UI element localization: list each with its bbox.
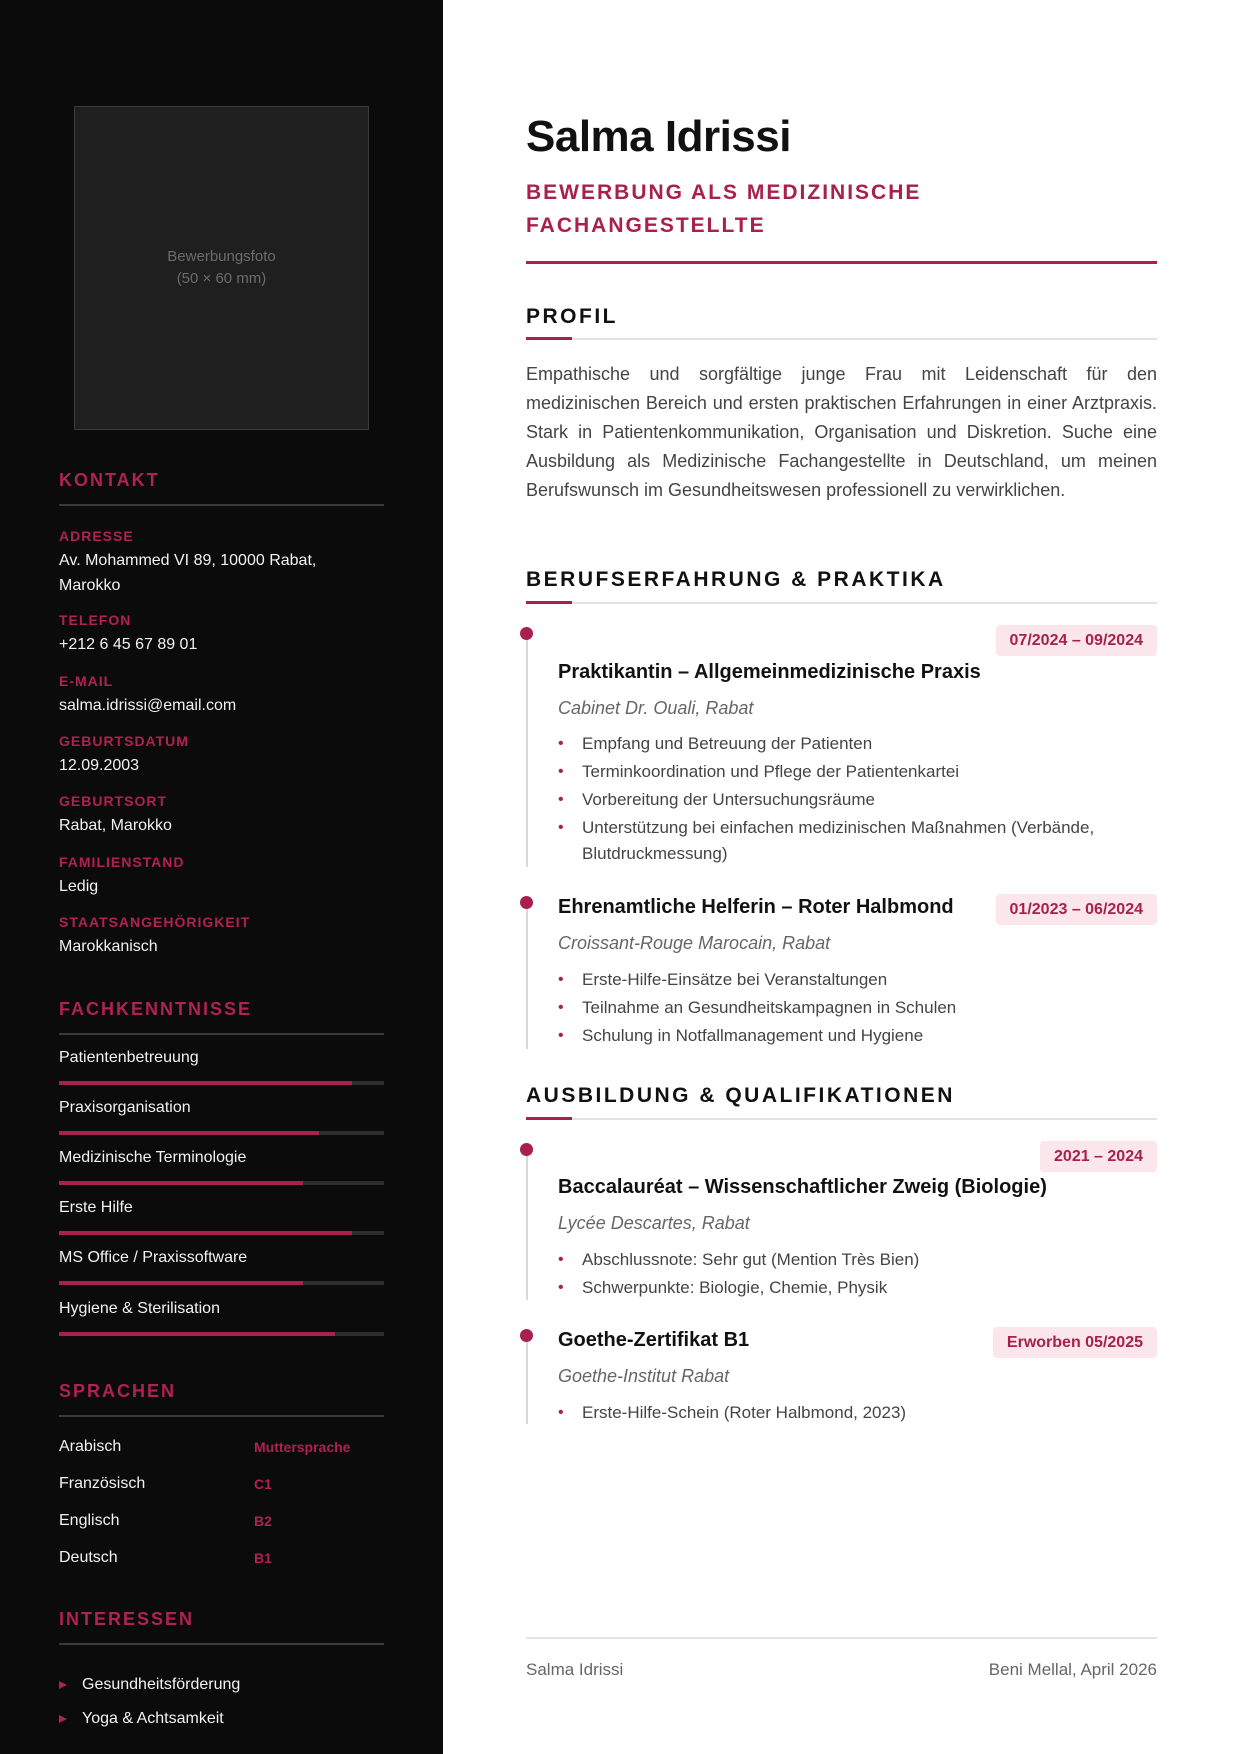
field-label: GEBURTSORT: [59, 793, 167, 809]
skill-name: Hygiene & Sterilisation: [59, 1300, 220, 1317]
entry-organization: Goethe-Institut Rabat: [558, 1366, 730, 1386]
contact-field-phone: [59, 612, 384, 657]
skill-bar-fill: [59, 1131, 319, 1135]
bullet-item: • Terminkoordination und Pflege der Patientenkartei: [558, 759, 1138, 785]
skill-bar-track: [59, 1081, 384, 1085]
languages-heading: SPRACHEN: [59, 1381, 177, 1401]
footer-place-date: Beni Mellal, April 2026: [988, 1660, 1157, 1679]
footer-divider: [526, 1637, 1157, 1639]
skill-bar-track: [59, 1181, 384, 1185]
candidate-name: Salma Idrissi: [526, 112, 791, 161]
profile-heading: PROFIL: [526, 305, 618, 328]
timeline-dot: [520, 1329, 533, 1342]
skills-heading: FACHKENNTNISSE: [59, 999, 253, 1019]
contact-heading: KONTAKT: [59, 470, 160, 490]
skill-bar-fill: [59, 1332, 335, 1336]
timeline-line: [526, 1143, 528, 1300]
skill-name: Erste Hilfe: [59, 1199, 133, 1216]
language-level: B2: [254, 1513, 272, 1529]
language-name: Französisch: [59, 1475, 146, 1492]
entry-bullets: [558, 731, 1138, 869]
entry-title: Praktikantin – Allgemeinmedizinische Praxis: [558, 661, 981, 683]
contact-field-birthdate: [59, 733, 384, 778]
timeline-line: [526, 897, 528, 1049]
bullet-item: • Schulung in Notfallmanagement und Hygiene: [558, 1023, 1138, 1049]
skill-bar-track: [59, 1231, 384, 1235]
language-level: B1: [254, 1550, 272, 1566]
timeline-line: [526, 627, 528, 867]
date-badge: Erworben 05/2025: [993, 1327, 1157, 1358]
interests-divider: [59, 1643, 384, 1645]
field-label: ADRESSE: [59, 528, 134, 544]
profile-text: Empathische und sorgfältige junge Frau mit Leidenschaft für den medizinischen Bereich und ersten praktischen Erfahrungen in einer Arztpraxis. Stark in Patientenkommunikation, Organisation und Diskretion. Suche eine Ausbildung als Medizinische Fachangestellte in Deutschland, um meinen Berufswunsch im Gesundheitswesen professionell zu verwirklichen.: [526, 364, 1157, 500]
field-label: E-MAIL: [59, 673, 114, 689]
entry-bullets: [558, 967, 1138, 1051]
entry-organization: Croissant-Rouge Marocain, Rabat: [558, 933, 831, 953]
bullet-item: • Abschlussnote: Sehr gut (Mention Très Bien): [558, 1247, 1138, 1273]
education-divider: [526, 1118, 1157, 1120]
photo-placeholder: [74, 106, 369, 430]
skill-bar-fill: [59, 1281, 303, 1285]
skills-section: [59, 999, 384, 1317]
timeline-dot: [520, 896, 533, 909]
languages-section: [59, 1381, 384, 1566]
experience-heading: BERUFSERFAHRUNG & PRAKTIKA: [526, 568, 946, 591]
languages-divider: [59, 1415, 384, 1417]
skill-row: [59, 1199, 384, 1217]
bullet-item: • Vorbereitung der Untersuchungsräume: [558, 787, 1138, 813]
subtitle-line: FACHANGESTELLTE: [526, 214, 766, 237]
contact-field-address: [59, 528, 384, 598]
field-label: GEBURTSDATUM: [59, 733, 189, 749]
photo-size: (50 × 60 mm): [176, 270, 267, 287]
field-label: STAATSANGEHÖRIGKEIT: [59, 914, 251, 930]
skill-row: [59, 1099, 384, 1117]
skill-name: Patientenbetreuung: [59, 1049, 199, 1066]
interest-label: Yoga & Achtsamkeit: [82, 1710, 224, 1727]
skill-bar-fill: [59, 1181, 303, 1185]
skill-bar-track: [59, 1281, 384, 1285]
field-value: +212 6 45 67 89 01: [59, 636, 198, 653]
bullet-item: • Teilnahme an Gesundheitskampagnen in Schulen: [558, 995, 1138, 1021]
skill-row: [59, 1149, 384, 1167]
field-value: Ledig: [59, 878, 99, 895]
language-name: Deutsch: [59, 1549, 118, 1566]
bullet-item: • Schwerpunkte: Biologie, Chemie, Physik: [558, 1275, 1138, 1301]
triangle-bullet-icon: [59, 1681, 67, 1689]
field-value: Rabat, Marokko: [59, 817, 172, 834]
date-badge: 01/2023 – 06/2024: [996, 894, 1157, 925]
bullet-item: • Empfang und Betreuung der Patienten: [558, 731, 1138, 757]
footer-name: Salma Idrissi: [526, 1660, 624, 1679]
date-badge: 07/2024 – 09/2024: [996, 625, 1157, 656]
experience-accent: [526, 601, 572, 604]
timeline-dot: [520, 627, 533, 640]
date-badge: 2021 – 2024: [1040, 1141, 1157, 1172]
language-level: Muttersprache: [254, 1439, 351, 1455]
contact-field-birthplace: [59, 793, 384, 838]
skill-name: Medizinische Terminologie: [59, 1149, 247, 1166]
field-label: TELEFON: [59, 612, 132, 628]
header-divider: [526, 261, 1157, 264]
education-heading: AUSBILDUNG & QUALIFIKATIONEN: [526, 1084, 955, 1107]
profile-accent: [526, 337, 572, 340]
entry-title: Goethe-Zertifikat B1: [558, 1329, 750, 1351]
timeline-line: [526, 1330, 528, 1424]
interests-section: [59, 1609, 384, 1727]
language-name: Arabisch: [59, 1438, 122, 1455]
contact-field-nationality: [59, 914, 384, 959]
timeline-dot: [520, 1143, 533, 1156]
entry-bullets: [558, 1247, 1138, 1303]
field-value: Av. Mohammed VI 89, 10000 Rabat, Marokko: [59, 552, 317, 594]
field-value: salma.idrissi@email.com: [59, 697, 237, 714]
skill-bar-fill: [59, 1081, 352, 1085]
field-value: Marokkanisch: [59, 938, 158, 955]
contact-section: [59, 470, 384, 955]
skill-name: Praxisorganisation: [59, 1099, 191, 1116]
skill-row: [59, 1300, 384, 1318]
interest-label: Gesundheitsförderung: [82, 1676, 241, 1693]
bullet-item: • Erste-Hilfe-Schein (Roter Halbmond, 2023): [558, 1400, 1138, 1426]
language-name: Englisch: [59, 1512, 120, 1529]
field-label: FAMILIENSTAND: [59, 854, 185, 870]
skills-divider: [59, 1033, 384, 1035]
application-subtitle: [526, 176, 1157, 242]
interests-heading: INTERESSEN: [59, 1609, 195, 1629]
triangle-bullet-icon: [59, 1715, 67, 1723]
education-accent: [526, 1117, 572, 1120]
entry-title: Ehrenamtliche Helferin – Roter Halbmond: [558, 896, 954, 918]
photo-label: Bewerbungsfoto: [167, 248, 276, 265]
language-level: C1: [254, 1476, 272, 1492]
sidebar: [0, 0, 443, 1754]
skill-name: MS Office / Praxissoftware: [59, 1249, 248, 1266]
contact-field-email: [59, 673, 384, 718]
entry-organization: Cabinet Dr. Ouali, Rabat: [558, 698, 754, 718]
profile-divider: [526, 338, 1157, 340]
entry-organization: Lycée Descartes, Rabat: [558, 1213, 750, 1233]
skill-bar-fill: [59, 1231, 352, 1235]
field-value: 12.09.2003: [59, 757, 140, 774]
experience-divider: [526, 602, 1157, 604]
skill-row: [59, 1249, 384, 1267]
bullet-item: • Unterstützung bei einfachen medizinischen Maßnahmen (Verbände, Blutdruckmessung): [558, 815, 1138, 867]
bullet-item: • Erste-Hilfe-Einsätze bei Veranstaltungen: [558, 967, 1138, 993]
skill-bar-track: [59, 1332, 384, 1336]
entry-bullets: [558, 1400, 1138, 1428]
skill-bar-track: [59, 1131, 384, 1135]
subtitle-line: BEWERBUNG ALS MEDIZINISCHE: [526, 181, 922, 204]
contact-field-marital-status: [59, 854, 384, 899]
entry-title: Baccalauréat – Wissenschaftlicher Zweig (Biologie): [558, 1176, 1047, 1198]
main-content: [526, 0, 1157, 1754]
skill-row: [59, 1049, 384, 1067]
contact-divider: [59, 504, 384, 506]
